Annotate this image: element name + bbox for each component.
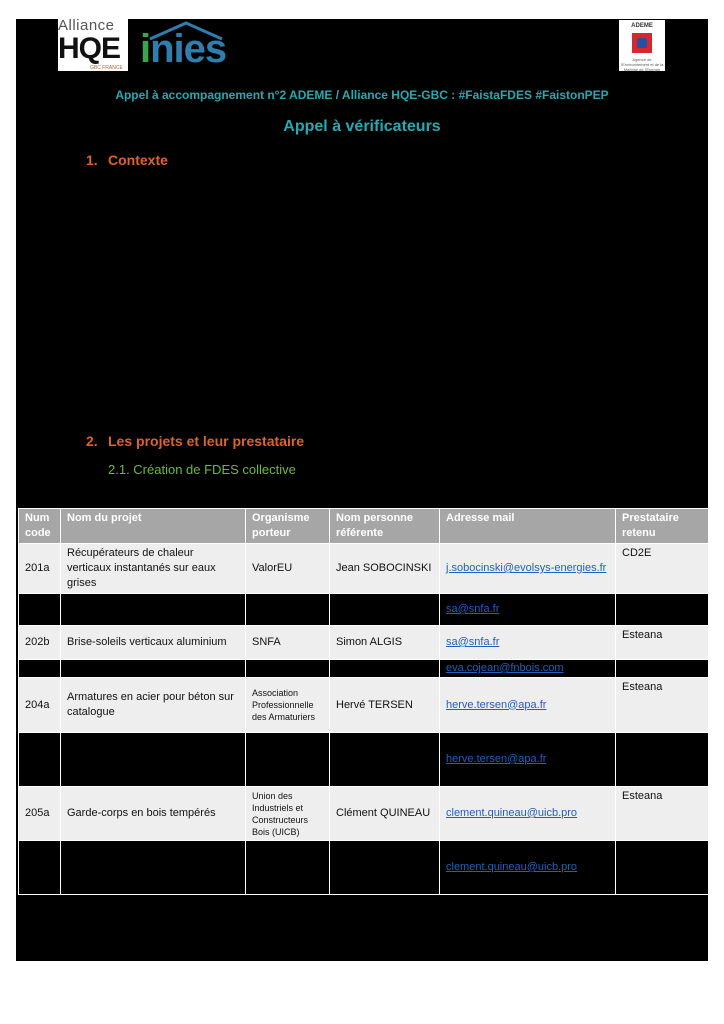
- cell-num: [19, 841, 61, 895]
- cell-personne: [330, 841, 440, 895]
- table-row: [19, 544, 709, 594]
- cell-projet: [61, 594, 246, 626]
- section-number: 2.: [86, 433, 98, 449]
- cell-mail: [440, 678, 616, 733]
- cell-num: 204a: [19, 678, 61, 733]
- header-num: Num code: [19, 509, 61, 544]
- cell-mail: [440, 544, 616, 594]
- mail-link[interactable]: herve.tersen@apa.fr: [446, 753, 547, 765]
- cell-prestataire: Esteana: [616, 787, 709, 841]
- cell-num: 201a: [19, 544, 61, 594]
- cell-num: 202b: [19, 626, 61, 660]
- alliance-hqe-logo: [58, 19, 128, 71]
- cell-personne: Jean SOBOCINSKI: [330, 544, 440, 594]
- cell-mail: [440, 594, 616, 626]
- cell-personne: [330, 733, 440, 787]
- cell-prestataire: [616, 733, 709, 787]
- call-title: Appel à accompagnement n°2 ADEME / Alliance HQE-GBC : #FaistaFDES #FaistonPEP: [115, 88, 609, 102]
- mail-link[interactable]: herve.tersen@apa.fr: [446, 698, 547, 711]
- header-organisme: Organisme porteur: [246, 509, 330, 544]
- mail-link[interactable]: clement.quineau@uicb.pro: [446, 807, 578, 819]
- section-title: Contexte: [108, 152, 168, 168]
- cell-personne: Clément QUINEAU: [330, 787, 440, 841]
- cell-organisme: [246, 594, 330, 626]
- cell-personne: Hervé TERSEN: [330, 678, 440, 733]
- section-number: 1.: [86, 152, 98, 168]
- logo-hqe-text: HQE: [58, 32, 121, 65]
- cell-prestataire: Esteana: [616, 626, 709, 660]
- cell-num: 205a: [19, 787, 61, 841]
- table-row: [19, 733, 709, 787]
- cell-projet: Récupérateurs de chaleur verticaux instantanés sur eaux grises: [61, 544, 246, 594]
- cell-prestataire: Esteana: [616, 678, 709, 733]
- table-row: [19, 660, 709, 678]
- call-subtitle: Appel à vérificateurs: [283, 118, 441, 135]
- cell-organisme: SNFA: [246, 626, 330, 660]
- cell-personne: [330, 660, 440, 678]
- mail-link[interactable]: j.sobocinski@evolsys-energies.fr: [446, 562, 607, 574]
- cell-prestataire: [616, 660, 709, 678]
- header-personne: Nom personne référente: [330, 509, 440, 544]
- ademe-label: ADEME: [631, 23, 653, 29]
- inies-wordmark: [140, 27, 226, 72]
- mail-link[interactable]: sa@snfa.fr: [446, 603, 500, 615]
- cell-personne: [330, 594, 440, 626]
- cell-prestataire: [616, 594, 709, 626]
- cell-projet: [61, 660, 246, 678]
- cell-mail: [440, 841, 616, 895]
- cell-organisme: [246, 660, 330, 678]
- table-row: [19, 678, 709, 733]
- cell-projet: [61, 841, 246, 895]
- cell-personne: Simon ALGIS: [330, 626, 440, 660]
- cell-num: [19, 594, 61, 626]
- inies-logo: [138, 21, 234, 71]
- subsection-fdes-collective: 2.1. Création de FDES collective: [108, 462, 296, 477]
- table-header-row: [19, 509, 709, 544]
- cell-mail: [440, 733, 616, 787]
- cell-projet: Armatures en acier pour béton sur catalogue: [61, 678, 246, 733]
- cell-num: [19, 733, 61, 787]
- header-prestataire: Prestataire retenu: [616, 509, 709, 544]
- section-title: Les projets et leur prestataire: [108, 433, 305, 449]
- cell-num: [19, 660, 61, 678]
- cell-prestataire: CD2E: [616, 544, 709, 594]
- section-contexte: [86, 152, 168, 168]
- inies-word-b: nies: [150, 27, 227, 71]
- cell-mail: [440, 626, 616, 660]
- table-row: [19, 626, 709, 660]
- table-row: [19, 841, 709, 895]
- ademe-mark-icon: [632, 33, 652, 53]
- ademe-subtitle: Agence de l'Environnement et de la Maîtrise de l'Energie: [620, 57, 664, 72]
- table-row: [19, 594, 709, 626]
- cell-organisme: ValorEU: [246, 544, 330, 594]
- cell-projet: Garde-corps en bois tempérés: [61, 787, 246, 841]
- section-projets: [86, 433, 304, 449]
- cell-projet: Brise-soleils verticaux aluminium: [61, 626, 246, 660]
- cell-organisme: [246, 733, 330, 787]
- logo-alliance-text: Alliance: [58, 17, 115, 34]
- logo-gbc-text: GBC FRANCE: [90, 65, 123, 71]
- cell-projet: [61, 733, 246, 787]
- cell-mail: [440, 787, 616, 841]
- table-row: [19, 787, 709, 841]
- cell-organisme: Union des Industriels et Constructeurs Bois (UICB): [246, 787, 330, 841]
- mail-link[interactable]: clement.quineau@uicb.pro: [446, 861, 578, 873]
- cell-prestataire: [616, 841, 709, 895]
- cell-organisme: [246, 841, 330, 895]
- mail-link[interactable]: sa@snfa.fr: [446, 636, 500, 648]
- document-page: [16, 19, 708, 961]
- header-mail: Adresse mail: [440, 509, 616, 544]
- projects-table: [18, 508, 709, 895]
- cell-organisme: Association Professionnelle des Armaturiers: [246, 678, 330, 733]
- header-projet: Nom du projet: [61, 509, 246, 544]
- cell-mail: [440, 660, 616, 678]
- inies-word-a: i: [140, 27, 151, 71]
- ademe-logo: [619, 20, 665, 71]
- mail-link[interactable]: eva.cojean@fnbois.com: [446, 662, 564, 674]
